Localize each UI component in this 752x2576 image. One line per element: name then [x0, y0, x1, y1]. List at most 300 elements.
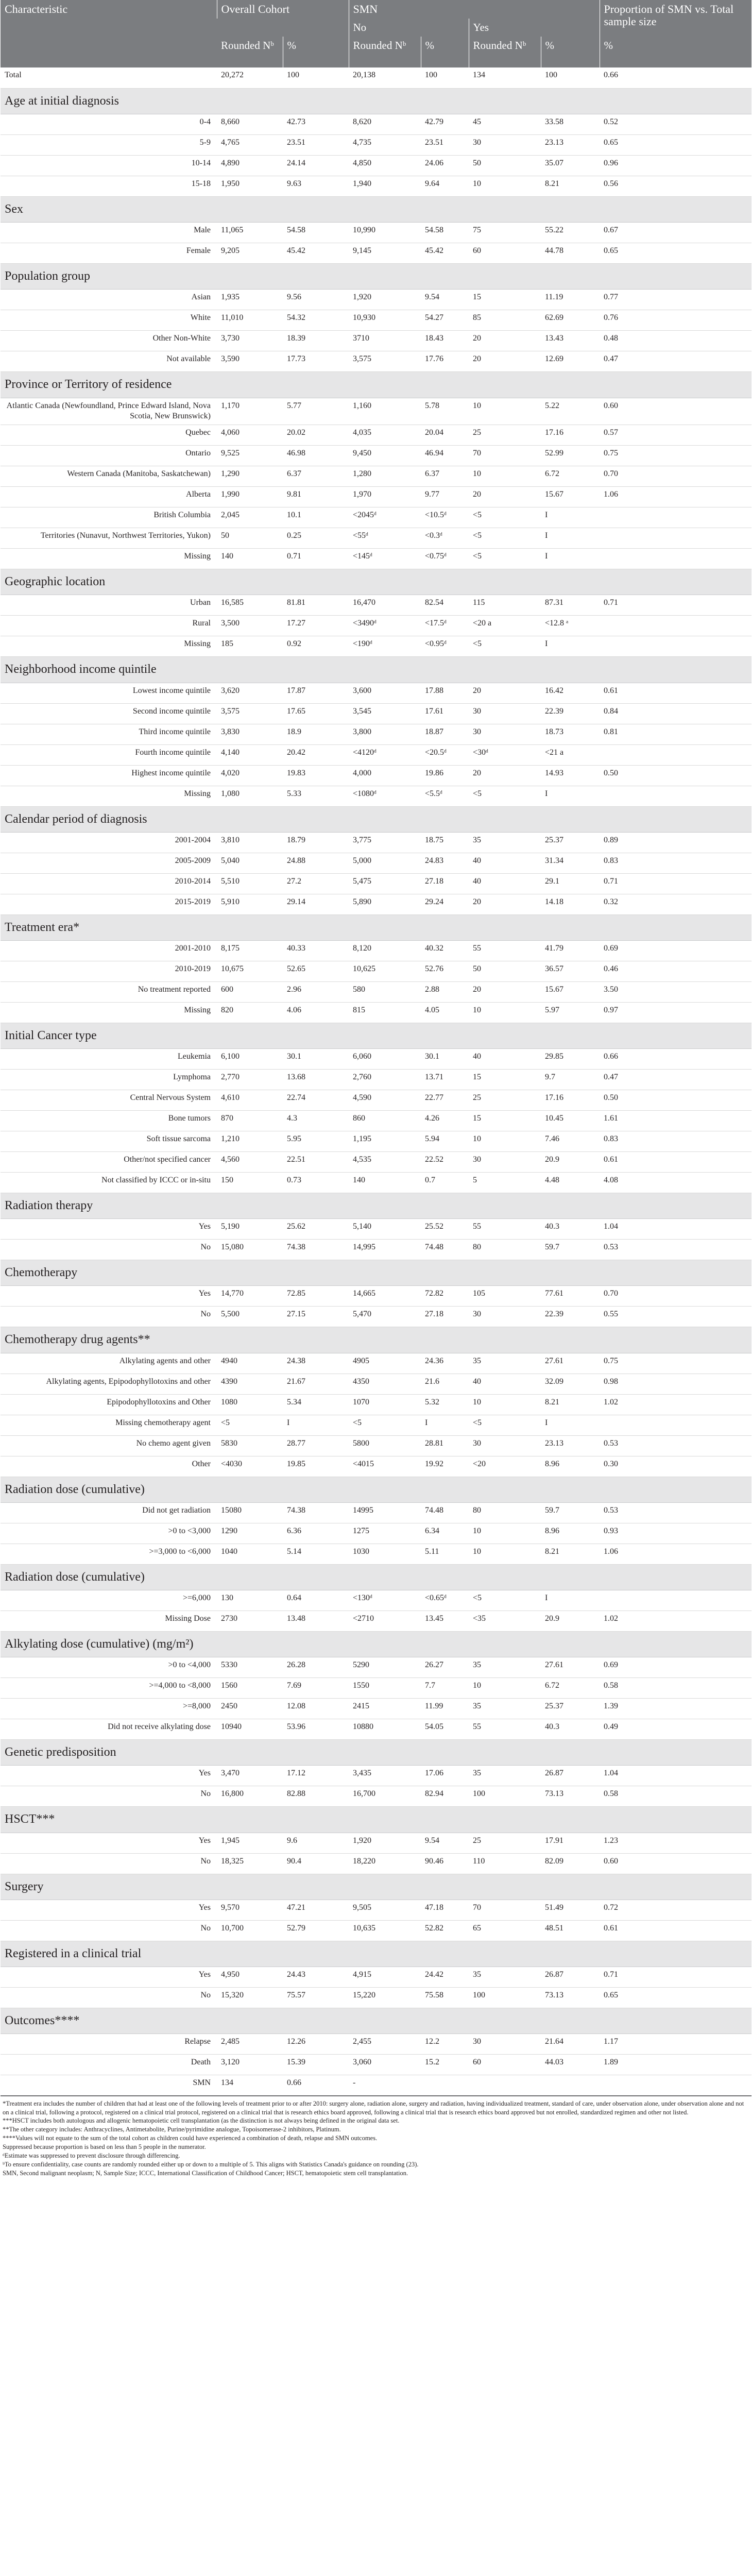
cell-overall-n: <4030 [217, 1456, 283, 1477]
section-title: Population group [1, 264, 751, 290]
cell-proportion: 0.47 [600, 351, 751, 372]
cell-proportion: 1.23 [600, 1833, 751, 1853]
row-label: Missing chemotherapy agent [1, 1415, 217, 1435]
section-header-row [1, 1477, 751, 1502]
cell-smn-no-pct: 5.78 [421, 398, 469, 425]
cell-overall-pct: 24.88 [283, 853, 349, 873]
cell-proportion: 4.08 [600, 1173, 751, 1193]
cell-proportion: 0.53 [600, 1502, 751, 1523]
row-label: Missing [1, 1002, 217, 1023]
cell-smn-no-n: 3,545 [349, 703, 421, 724]
table-row [1, 744, 751, 765]
table-row [1, 616, 751, 636]
cell-smn-no-n: 815 [349, 1002, 421, 1023]
cell-overall-n: 16,585 [217, 595, 283, 616]
cell-smn-no-pct: 18.43 [421, 331, 469, 351]
table-row [1, 351, 751, 372]
cell-overall-n: 3,470 [217, 1766, 283, 1786]
table-header [1, 0, 751, 67]
cell-smn-no-n: 2,455 [349, 2034, 421, 2055]
section-header-row [1, 372, 751, 398]
cell-overall-n: 4,950 [217, 1967, 283, 1987]
cell-proportion: 0.67 [600, 223, 751, 243]
cell-smn-no-pct: <5.5ᵈ [421, 786, 469, 806]
table-row [1, 487, 751, 507]
cell-smn-no-n: 3,775 [349, 832, 421, 853]
table-row [1, 1523, 751, 1544]
cell-proportion: 0.61 [600, 1152, 751, 1173]
cell-smn-yes-n: 20 [469, 765, 541, 786]
cell-smn-yes-pct: 17.16 [541, 1090, 600, 1111]
cell-smn-no-n: <3490ᵈ [349, 616, 421, 636]
table-row [1, 1173, 751, 1193]
total-row [1, 67, 751, 88]
cell-proportion: 0.75 [600, 1353, 751, 1374]
header-pct-no: % [421, 37, 469, 67]
cell-smn-yes-pct: I [541, 636, 600, 657]
section-title: Chemotherapy [1, 1260, 751, 1286]
cell-overall-n: 50 [217, 528, 283, 549]
table-row [1, 873, 751, 894]
header-overall-blank [217, 19, 349, 37]
cell-smn-no-n: <2710 [349, 1611, 421, 1632]
cell-smn-yes-n: 134 [469, 67, 541, 88]
cell-smn-yes-n: <5 [469, 636, 541, 657]
table-row [1, 1967, 751, 1987]
cell-smn-no-n: 3,600 [349, 683, 421, 703]
cell-proportion: 1.39 [600, 1699, 751, 1719]
table-row [1, 940, 751, 961]
cell-overall-pct: 27.15 [283, 1307, 349, 1327]
table-row [1, 595, 751, 616]
row-label: Ontario [1, 446, 217, 466]
cell-overall-n: 600 [217, 981, 283, 1002]
header-smn-no: No [349, 19, 469, 37]
cell-overall-pct: 2.96 [283, 981, 349, 1002]
cell-proportion: 0.47 [600, 1070, 751, 1090]
cell-overall-n: 1290 [217, 1523, 283, 1544]
header-pct: % [283, 37, 349, 67]
cell-overall-pct: 0.92 [283, 636, 349, 657]
cell-overall-n: 9,205 [217, 243, 283, 264]
cell-smn-yes-n: 100 [469, 1786, 541, 1807]
cell-smn-no-pct: 13.71 [421, 1070, 469, 1090]
table-row [1, 1590, 751, 1611]
cell-smn-no-pct: 72.82 [421, 1286, 469, 1307]
cell-overall-pct: 0.66 [283, 2075, 349, 2096]
cell-overall-pct: 5.77 [283, 398, 349, 425]
cell-overall-pct: 12.26 [283, 2034, 349, 2055]
cell-overall-n: 6,100 [217, 1049, 283, 1070]
cell-smn-yes-n: 10 [469, 176, 541, 196]
cell-smn-no-pct: 30.1 [421, 1049, 469, 1070]
cell-smn-no-pct: 22.77 [421, 1090, 469, 1111]
cell-proportion: 0.75 [600, 446, 751, 466]
cell-proportion: 0.72 [600, 1900, 751, 1920]
cell-smn-no-n: <130ᵈ [349, 1590, 421, 1611]
cell-overall-pct: 5.34 [283, 1394, 349, 1415]
cell-proportion: 0.70 [600, 466, 751, 487]
table-row [1, 310, 751, 331]
row-label: Relapse [1, 2034, 217, 2055]
cell-overall-n: 9,570 [217, 1900, 283, 1920]
cell-smn-no-n: 6,060 [349, 1049, 421, 1070]
section-header-row [1, 2008, 751, 2033]
cell-overall-pct: 9.81 [283, 487, 349, 507]
table-row [1, 1920, 751, 1941]
cell-smn-no-pct: 54.27 [421, 310, 469, 331]
cell-smn-no-n: 1030 [349, 1544, 421, 1564]
section-title: Alkylating dose (cumulative) (mg/m²) [1, 1632, 751, 1657]
cell-proportion: 0.55 [600, 1307, 751, 1327]
cell-proportion: 0.61 [600, 1920, 751, 1941]
cell-overall-pct: 5.14 [283, 1544, 349, 1564]
cell-overall-n: 9,525 [217, 446, 283, 466]
cell-smn-no-pct: 45.42 [421, 243, 469, 264]
cell-smn-yes-pct: 29.85 [541, 1049, 600, 1070]
table-row [1, 853, 751, 873]
section-header-row [1, 914, 751, 940]
row-label: Fourth income quintile [1, 744, 217, 765]
cell-overall-n: 8,175 [217, 940, 283, 961]
cell-overall-n: 3,120 [217, 2055, 283, 2075]
cell-smn-no-n: 5,475 [349, 873, 421, 894]
cell-smn-yes-pct: 8.96 [541, 1523, 600, 1544]
section-title: Sex [1, 196, 751, 222]
cell-overall-pct: 6.37 [283, 466, 349, 487]
cell-overall-n: 4,890 [217, 155, 283, 176]
cell-smn-yes-pct: 77.61 [541, 1286, 600, 1307]
section-title: Age at initial diagnosis [1, 88, 751, 114]
cell-smn-yes-pct: 52.99 [541, 446, 600, 466]
cell-overall-n: 18,325 [217, 1853, 283, 1874]
cell-smn-yes-pct: 27.61 [541, 1353, 600, 1374]
cell-overall-pct: 19.83 [283, 765, 349, 786]
cell-smn-no-n: 2,760 [349, 1070, 421, 1090]
cell-smn-no-pct: 9.54 [421, 290, 469, 310]
cell-overall-pct: 100 [283, 67, 349, 88]
cell-smn-yes-pct: 8.96 [541, 1456, 600, 1477]
cell-smn-no-pct: 26.27 [421, 1657, 469, 1678]
section-title: Registered in a clinical trial [1, 1941, 751, 1967]
cell-overall-pct: 13.48 [283, 1611, 349, 1632]
section-header-row [1, 1327, 751, 1353]
cell-smn-yes-pct: 6.72 [541, 1678, 600, 1699]
cell-smn-yes-pct: I [541, 1415, 600, 1435]
section-header-row [1, 1941, 751, 1967]
cell-overall-pct: 21.67 [283, 1374, 349, 1394]
header-smn: SMN [349, 0, 600, 19]
cell-overall-n: 3,590 [217, 351, 283, 372]
footnote: *Treatment era includes the number of children that had at least one of the following levels of treatment prior to or after 2010: surgery alone, radiation alone, surgery and radiation, having individualized treatment, standard of care, under observation alone, under observation alone and not on a clinical trial, following a protocol, registered on a clinical trial protocol, registered on a clinical trial that is research ethics board approved, following a clinical trial that is research ethics board approved but not enrolled, standardized regimen and other not listed. [3, 2099, 744, 2116]
cell-smn-yes-pct [541, 2075, 600, 2096]
table-row [1, 1900, 751, 1920]
cell-smn-yes-pct: I [541, 549, 600, 569]
cell-smn-yes-n: 35 [469, 1657, 541, 1678]
row-label: 15-18 [1, 176, 217, 196]
cell-smn-no-n: 14,665 [349, 1286, 421, 1307]
cell-smn-yes-pct: 44.78 [541, 243, 600, 264]
row-label: Quebec [1, 425, 217, 446]
cell-smn-no-pct: 6.34 [421, 1523, 469, 1544]
cell-smn-yes-n: 70 [469, 446, 541, 466]
cell-overall-n: 4,765 [217, 134, 283, 155]
table-row [1, 832, 751, 853]
header-pct-yes: % [541, 37, 600, 67]
cell-smn-no-n: 4905 [349, 1353, 421, 1374]
cell-smn-no-n: 3,575 [349, 351, 421, 372]
table-row [1, 176, 751, 196]
cell-proportion: 1.06 [600, 1544, 751, 1564]
cell-smn-yes-pct: <21 a [541, 744, 600, 765]
row-label: Epipodophyllotoxins and Other [1, 1394, 217, 1415]
table-body [1, 67, 751, 2095]
cell-overall-n: <5 [217, 1415, 283, 1435]
cell-overall-n: 5,510 [217, 873, 283, 894]
cell-smn-yes-pct: 15.67 [541, 981, 600, 1002]
cell-overall-n: 8,660 [217, 114, 283, 134]
cell-smn-yes-n: 105 [469, 1286, 541, 1307]
cell-overall-n: 5,500 [217, 1307, 283, 1327]
table-row [1, 223, 751, 243]
cell-overall-n: 4,560 [217, 1152, 283, 1173]
cell-smn-yes-pct: 40.3 [541, 1719, 600, 1740]
cell-proportion [600, 744, 751, 765]
cell-smn-no-pct: 17.76 [421, 351, 469, 372]
table-row [1, 1699, 751, 1719]
cell-overall-pct: 15.39 [283, 2055, 349, 2075]
cell-proportion: 1.02 [600, 1394, 751, 1415]
cell-proportion: 0.81 [600, 724, 751, 744]
cell-smn-yes-pct: 22.39 [541, 1307, 600, 1327]
cell-overall-n: 5,910 [217, 894, 283, 914]
cell-overall-pct: 17.73 [283, 351, 349, 372]
cell-smn-yes-n: 10 [469, 466, 541, 487]
cell-smn-no-pct: 17.61 [421, 703, 469, 724]
cell-proportion: 0.58 [600, 1678, 751, 1699]
section-title: Surgery [1, 1874, 751, 1900]
cell-smn-yes-pct: 73.13 [541, 1786, 600, 1807]
section-title: Treatment era* [1, 914, 751, 940]
table-row [1, 331, 751, 351]
cell-overall-pct: 26.28 [283, 1657, 349, 1678]
table-row [1, 1657, 751, 1678]
cell-smn-yes-n: 45 [469, 114, 541, 134]
row-label: Leukemia [1, 1049, 217, 1070]
row-label: Did not receive alkylating dose [1, 1719, 217, 1740]
cell-smn-yes-pct: 41.79 [541, 940, 600, 961]
cell-overall-pct: 40.33 [283, 940, 349, 961]
cell-overall-n: 2,770 [217, 1070, 283, 1090]
cell-proportion: 1.06 [600, 487, 751, 507]
section-title: Neighborhood income quintile [1, 657, 751, 683]
cell-smn-no-pct: 82.94 [421, 1786, 469, 1807]
cell-overall-n: 2450 [217, 1699, 283, 1719]
cell-overall-n: 4,060 [217, 425, 283, 446]
cell-smn-yes-pct: 22.39 [541, 703, 600, 724]
cell-proportion [600, 786, 751, 806]
section-title: Genetic predisposition [1, 1740, 751, 1766]
cell-overall-pct: 24.14 [283, 155, 349, 176]
row-label: No [1, 1307, 217, 1327]
cell-smn-yes-pct: 100 [541, 67, 600, 88]
cell-overall-n: 5330 [217, 1657, 283, 1678]
cell-proportion: 0.57 [600, 425, 751, 446]
cell-overall-pct: 18.79 [283, 832, 349, 853]
cell-overall-n: 10940 [217, 1719, 283, 1740]
cell-overall-n: 3,620 [217, 683, 283, 703]
cell-proportion: 0.96 [600, 155, 751, 176]
footnote: Suppressed because proportion is based on less than 5 people in the numerator. [3, 2143, 206, 2150]
cell-proportion [600, 636, 751, 657]
cell-overall-pct: 0.73 [283, 1173, 349, 1193]
footnote: ᵈEstimate was suppressed to prevent disclosure through differencing. [3, 2151, 180, 2159]
cell-smn-no-pct: 54.58 [421, 223, 469, 243]
cell-smn-yes-pct: I [541, 507, 600, 528]
table-row [1, 446, 751, 466]
row-label: Missing [1, 786, 217, 806]
cell-smn-yes-pct: 5.97 [541, 1002, 600, 1023]
cell-overall-n: 2,485 [217, 2034, 283, 2055]
row-label: Central Nervous System [1, 1090, 217, 1111]
cell-smn-yes-pct: 5.22 [541, 398, 600, 425]
cell-smn-no-n: <1080ᵈ [349, 786, 421, 806]
table-row [1, 1719, 751, 1740]
cell-smn-yes-pct: 13.43 [541, 331, 600, 351]
cell-smn-no-pct: 47.18 [421, 1900, 469, 1920]
cell-smn-no-pct: <0.3ᵈ [421, 528, 469, 549]
cell-smn-no-n: 3710 [349, 331, 421, 351]
row-label: >=4,000 to <8,000 [1, 1678, 217, 1699]
cell-smn-yes-pct: 25.37 [541, 1699, 600, 1719]
cell-smn-yes-n [469, 2075, 541, 2096]
cell-smn-no-pct: 17.06 [421, 1766, 469, 1786]
cell-smn-yes-n: 30 [469, 2034, 541, 2055]
row-label: SMN [1, 2075, 217, 2096]
cell-overall-n: 2,045 [217, 507, 283, 528]
cell-overall-pct: 4.06 [283, 1002, 349, 1023]
cell-smn-yes-pct: 27.61 [541, 1657, 600, 1678]
row-label: Bone tumors [1, 1111, 217, 1131]
cell-smn-no-pct: 17.88 [421, 683, 469, 703]
cell-proportion: 0.56 [600, 176, 751, 196]
cell-smn-no-n: 4,000 [349, 765, 421, 786]
cell-smn-no-n: 5,140 [349, 1219, 421, 1240]
cell-overall-pct: 23.51 [283, 134, 349, 155]
cell-smn-yes-n: <20 a [469, 616, 541, 636]
cell-overall-n: 4,140 [217, 744, 283, 765]
cell-proportion [600, 616, 751, 636]
cell-smn-yes-n: 30 [469, 703, 541, 724]
table-row [1, 2055, 751, 2075]
row-label: Other Non-White [1, 331, 217, 351]
cell-smn-no-pct: 15.2 [421, 2055, 469, 2075]
cell-smn-yes-pct: 8.21 [541, 1544, 600, 1564]
section-header-row [1, 806, 751, 832]
table-row [1, 636, 751, 657]
cell-smn-no-n: 580 [349, 981, 421, 1002]
cell-overall-pct: 19.85 [283, 1456, 349, 1477]
section-title: Outcomes**** [1, 2008, 751, 2033]
cell-overall-n: 3,730 [217, 331, 283, 351]
cell-overall-n: 1,170 [217, 398, 283, 425]
section-title: Province or Territory of residence [1, 372, 751, 398]
cell-smn-yes-pct: I [541, 1590, 600, 1611]
cell-overall-pct: 17.87 [283, 683, 349, 703]
cell-smn-no-n: 1,280 [349, 466, 421, 487]
cell-smn-no-n: 4,735 [349, 134, 421, 155]
cell-smn-no-n: 4,535 [349, 1152, 421, 1173]
table-row [1, 981, 751, 1002]
row-label: Atlantic Canada (Newfoundland, Prince Edward Island, Nova Scotia, New Brunswick) [1, 398, 217, 425]
cell-smn-no-pct: 24.06 [421, 155, 469, 176]
table-row [1, 528, 751, 549]
cell-smn-yes-pct: 48.51 [541, 1920, 600, 1941]
cell-proportion: 0.32 [600, 894, 751, 914]
row-label: Female [1, 243, 217, 264]
row-label: >=8,000 [1, 1699, 217, 1719]
cell-smn-yes-n: 110 [469, 1853, 541, 1874]
cell-overall-pct: 24.38 [283, 1353, 349, 1374]
row-label: Missing [1, 636, 217, 657]
cell-overall-pct: I [283, 1415, 349, 1435]
cell-overall-pct: 45.42 [283, 243, 349, 264]
table-row [1, 290, 751, 310]
cell-overall-n: 4,610 [217, 1090, 283, 1111]
row-label: >0 to <3,000 [1, 1523, 217, 1544]
cell-smn-yes-n: 25 [469, 1090, 541, 1111]
cell-smn-yes-n: 35 [469, 1766, 541, 1786]
row-label: Urban [1, 595, 217, 616]
cell-proportion [600, 549, 751, 569]
cell-smn-no-n: 2415 [349, 1699, 421, 1719]
table-row [1, 1833, 751, 1853]
cell-proportion: 1.04 [600, 1766, 751, 1786]
cell-smn-no-n: <190ᵈ [349, 636, 421, 657]
cell-smn-no-pct: 74.48 [421, 1240, 469, 1260]
cell-smn-no-pct: 27.18 [421, 1307, 469, 1327]
cell-smn-no-pct: 18.75 [421, 832, 469, 853]
cell-proportion: 0.60 [600, 1853, 751, 1874]
cell-smn-yes-pct: 7.46 [541, 1131, 600, 1152]
cell-proportion [600, 507, 751, 528]
row-label: No [1, 1240, 217, 1260]
cell-overall-n: 1,935 [217, 290, 283, 310]
cell-smn-no-n: 8,120 [349, 940, 421, 961]
cell-smn-no-n: <55ᵈ [349, 528, 421, 549]
cell-smn-yes-n: 20 [469, 487, 541, 507]
cell-proportion: 0.97 [600, 1002, 751, 1023]
table-row [1, 1307, 751, 1327]
cell-overall-n: 1560 [217, 1678, 283, 1699]
row-label: Yes [1, 1766, 217, 1786]
cell-proportion [600, 2075, 751, 2096]
cell-smn-yes-pct: 25.37 [541, 832, 600, 853]
cell-smn-yes-n: 35 [469, 1967, 541, 1987]
cell-overall-n: 1,990 [217, 487, 283, 507]
row-label: Lowest income quintile [1, 683, 217, 703]
cell-smn-yes-n: 25 [469, 425, 541, 446]
cell-smn-yes-pct: 36.57 [541, 961, 600, 981]
cell-smn-no-pct: 6.37 [421, 466, 469, 487]
cell-smn-yes-pct: 18.73 [541, 724, 600, 744]
cell-overall-pct: 10.1 [283, 507, 349, 528]
cell-smn-yes-n: 35 [469, 1353, 541, 1374]
table-row [1, 1111, 751, 1131]
cell-smn-yes-pct: 82.09 [541, 1853, 600, 1874]
cell-smn-yes-pct: 12.69 [541, 351, 600, 372]
cell-overall-n: 1,080 [217, 786, 283, 806]
